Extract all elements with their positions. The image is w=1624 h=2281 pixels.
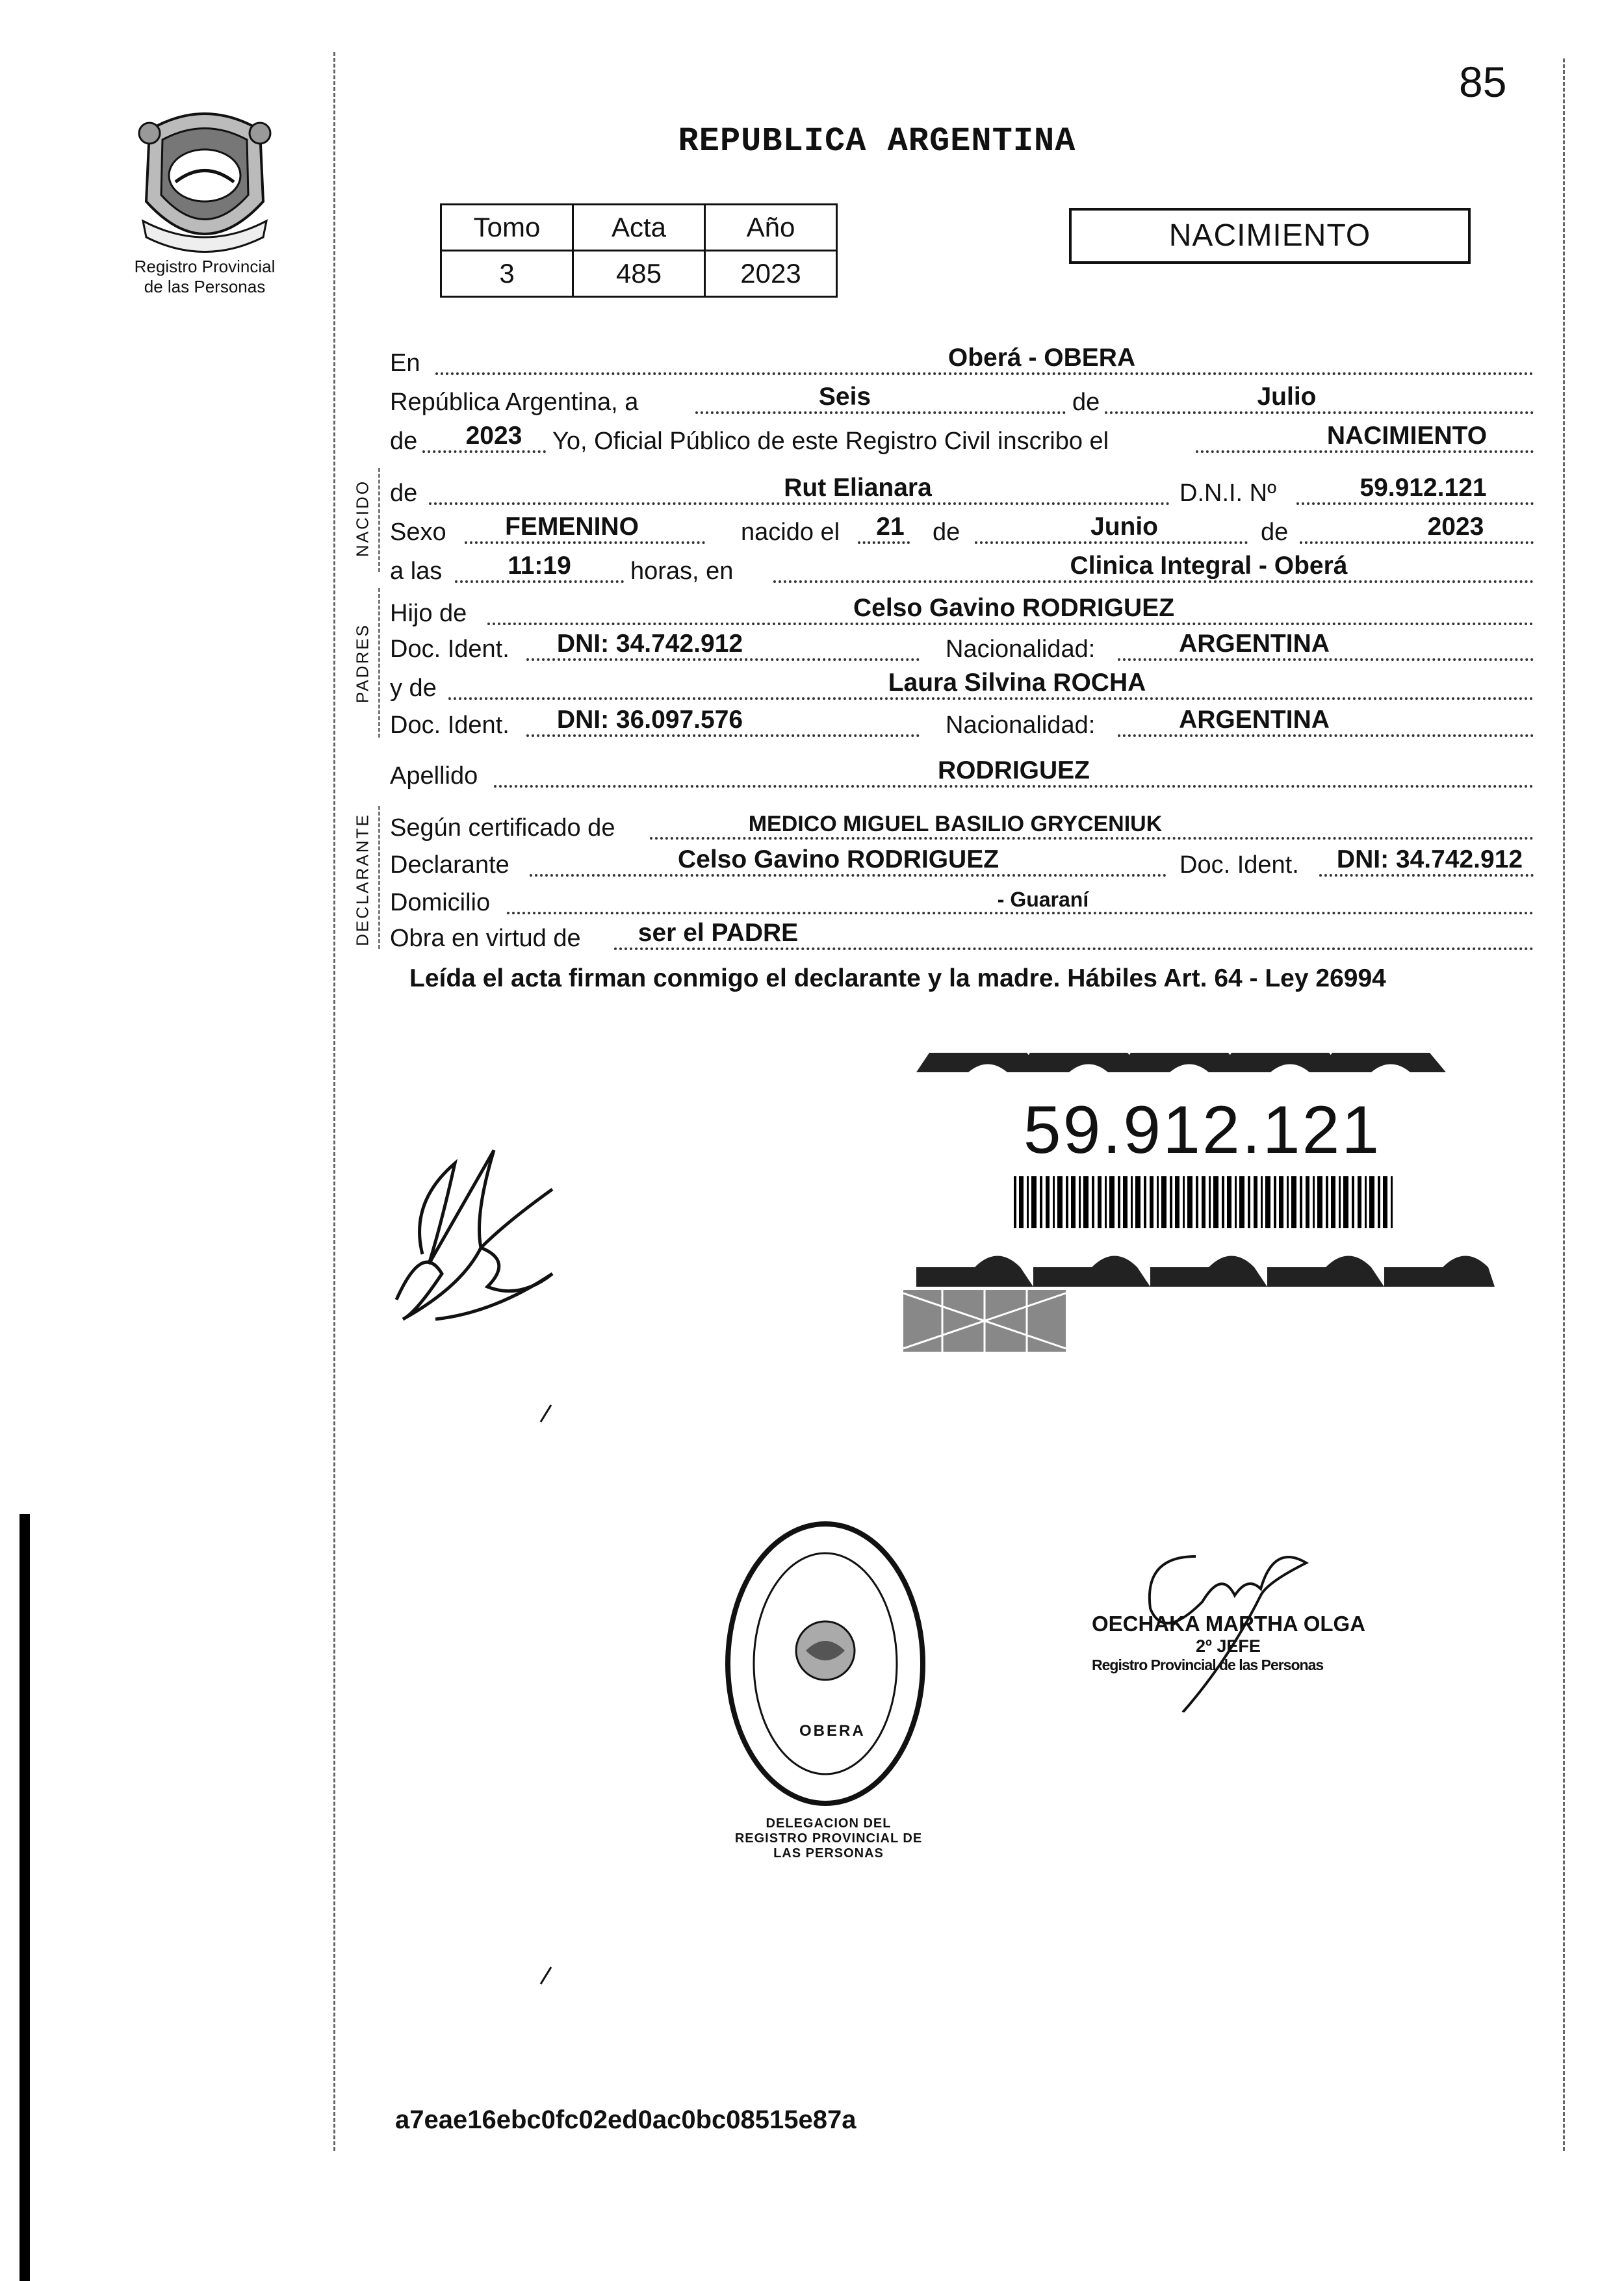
office-caption <box>107 257 302 297</box>
barcode <box>1014 1176 1393 1228</box>
row-sexo <box>390 510 1534 549</box>
label-y-de: y de <box>390 675 437 702</box>
value-nombre: Rut Elianara <box>784 474 932 502</box>
official-office: Registro Provincial de las Personas <box>1092 1656 1324 1673</box>
dotted-line <box>1300 541 1534 544</box>
seal-city: OBERA <box>799 1722 866 1740</box>
label-obra: Obra en virtud de <box>390 925 581 952</box>
value-nacionalidad-madre: ARGENTINA <box>1179 706 1330 734</box>
row-doc-padre <box>390 627 1534 666</box>
label-sexo: Sexo <box>390 519 446 546</box>
office-line-1: Registro Provincial <box>134 257 276 276</box>
tick-mark-1 <box>539 1404 552 1423</box>
row-doc-madre <box>390 703 1534 742</box>
dni-stamp-number: 59.912.121 <box>1023 1092 1382 1168</box>
official-seal <box>721 1514 929 1813</box>
dotted-line <box>1118 734 1534 737</box>
header-anio: Año <box>705 205 837 251</box>
label-nacido-el: nacido el <box>741 519 840 546</box>
dotted-line <box>1296 502 1534 505</box>
dotted-line <box>773 580 1534 583</box>
value-sexo: FEMENINO <box>505 513 639 541</box>
label-declarante: Declarante <box>390 851 509 879</box>
oval-seal-icon <box>721 1514 929 1813</box>
value-acta: 485 <box>573 251 705 297</box>
value-anio-inscripcion: 2023 <box>465 422 522 450</box>
value-apellido: RODRIGUEZ <box>938 756 1090 784</box>
value-declarante: Celso Gavino RODRIGUEZ <box>677 845 999 873</box>
side-label-padres: PADRES <box>352 623 372 703</box>
official-info <box>1092 1612 1417 1674</box>
dotted-line <box>487 623 1534 625</box>
value-lugar-inscripcion: Oberá - OBERA <box>947 344 1136 372</box>
dotted-line <box>494 785 1534 788</box>
signature-scribble-icon <box>383 1124 572 1332</box>
header-tomo: Tomo <box>441 205 573 251</box>
declarante-bracket <box>378 806 380 949</box>
label-horas-en: horas, en <box>630 558 734 585</box>
value-lugar-nacimiento: Clinica Integral - Oberá <box>1070 552 1348 580</box>
label-birth-de-1: de <box>933 519 960 546</box>
dotted-line <box>1196 450 1534 453</box>
dotted-line <box>507 912 1534 914</box>
value-dni: 59.912.121 <box>1360 474 1487 502</box>
margin-line-left <box>333 52 335 2151</box>
label-hijo-de: Hijo de <box>390 600 467 627</box>
signature-declarante <box>383 1124 572 1332</box>
value-obra: ser el PADRE <box>638 919 799 947</box>
dotted-line <box>1105 411 1534 414</box>
dotted-line <box>435 372 1534 375</box>
label-republica: República Argentina, a <box>390 389 639 416</box>
value-dia: Seis <box>818 383 871 411</box>
dotted-line <box>1118 658 1534 661</box>
label-decl-doc-ident: Doc. Ident. <box>1179 851 1299 879</box>
value-doc-padre: DNI: 34.742.912 <box>556 630 743 658</box>
row-domicilio <box>390 881 1534 920</box>
dotted-line <box>455 580 624 583</box>
document-hash: a7eae16ebc0fc02ed0ac0bc08515e87a <box>395 2106 857 2134</box>
row-fecha <box>390 380 1534 419</box>
label-nombre-de: de <box>390 480 418 507</box>
dotted-line <box>1319 874 1534 877</box>
nacido-bracket <box>378 468 380 572</box>
label-doc-ident-2: Doc. Ident. <box>390 712 509 739</box>
row-padre <box>390 591 1534 630</box>
label-nacionalidad-2: Nacionalidad: <box>946 712 1096 739</box>
value-madre: Laura Silvina ROCHA <box>888 669 1146 697</box>
dotted-line <box>429 502 1170 505</box>
left-edge-bar <box>19 1514 30 2281</box>
label-a-las: a las <box>390 558 443 585</box>
value-hora: 11:19 <box>508 552 571 580</box>
value-tomo: 3 <box>441 251 573 297</box>
dotted-line <box>695 411 1066 414</box>
row-declarante <box>390 843 1534 882</box>
label-doc-ident-1: Doc. Ident. <box>390 636 509 663</box>
label-nacionalidad-1: Nacionalidad: <box>946 636 1096 663</box>
row-madre <box>390 666 1534 705</box>
value-nacionalidad-padre: ARGENTINA <box>1179 630 1330 658</box>
label-de: de <box>1072 389 1100 416</box>
row-en <box>390 341 1534 380</box>
dotted-line <box>526 658 920 661</box>
record-type-box: NACIMIENTO <box>1069 208 1471 264</box>
value-doc-madre: DNI: 36.097.576 <box>556 706 743 734</box>
value-evento: NACIMIENTO <box>1326 422 1488 450</box>
label-year-de: de <box>390 428 418 455</box>
label-dni: D.N.I. Nº <box>1179 480 1276 507</box>
dotted-line <box>465 541 705 544</box>
official-role: 2º JEFE <box>1196 1636 1261 1656</box>
label-segun-certificado: Según certificado de <box>390 814 615 842</box>
dotted-line <box>448 697 1534 700</box>
row-certificado <box>390 806 1534 845</box>
value-anio: 2023 <box>705 251 837 297</box>
side-label-declarante: DECLARANTE <box>352 813 372 946</box>
padres-bracket <box>378 588 380 738</box>
label-birth-de-2: de <box>1261 519 1289 546</box>
value-dia-nacimiento: 21 <box>876 513 905 541</box>
tick-icon <box>539 1404 552 1423</box>
row-hora <box>390 549 1534 588</box>
row-nombre <box>390 471 1534 510</box>
closing-statement: Leída el acta firman conmigo el declarante y la madre. Hábiles Art. 64 - Ley 26994 <box>409 964 1386 992</box>
office-line-2: de las Personas <box>144 277 266 296</box>
value-domicilio: - Guaraní <box>997 888 1089 911</box>
dotted-line <box>650 837 1534 840</box>
value-mes-nacimiento: Junio <box>1090 513 1158 541</box>
header-acta: Acta <box>573 205 705 251</box>
dotted-line <box>422 450 546 453</box>
label-yo-oficial: Yo, Oficial Público de este Registro Civil inscribo el <box>552 428 1109 455</box>
label-apellido: Apellido <box>390 762 478 790</box>
dotted-line <box>530 874 1166 877</box>
seal-round-text: DELEGACION DEL REGISTRO PROVINCIAL DE LAS PERSONAS <box>734 1816 923 1861</box>
dotted-line <box>526 734 920 737</box>
record-table <box>440 203 838 298</box>
dotted-line <box>614 947 1534 950</box>
value-mes: Julio <box>1257 383 1317 411</box>
label-domicilio: Domicilio <box>390 889 491 916</box>
side-label-nacido: NACIDO <box>352 479 372 558</box>
dotted-line <box>975 541 1248 544</box>
margin-line-right <box>1563 58 1565 2151</box>
value-decl-doc: DNI: 34.742.912 <box>1336 845 1523 873</box>
value-certificado: MEDICO MIGUEL BASILIO GRYCENIUK <box>748 812 1163 836</box>
document-title: REPUBLICA ARGENTINA <box>678 122 1076 161</box>
value-anio-nacimiento: 2023 <box>1427 513 1484 541</box>
row-inscripcion <box>390 419 1534 458</box>
row-apellido <box>390 754 1534 793</box>
row-obra <box>390 916 1534 955</box>
tick-mark-2 <box>539 1966 552 1985</box>
dotted-line <box>858 541 910 544</box>
label-en: En <box>390 350 420 377</box>
page-number: 85 <box>1459 58 1507 106</box>
official-name: OECHAKA MARTHA OLGA <box>1092 1612 1366 1636</box>
tick-icon <box>539 1966 552 1985</box>
value-padre: Celso Gavino RODRIGUEZ <box>853 594 1175 622</box>
